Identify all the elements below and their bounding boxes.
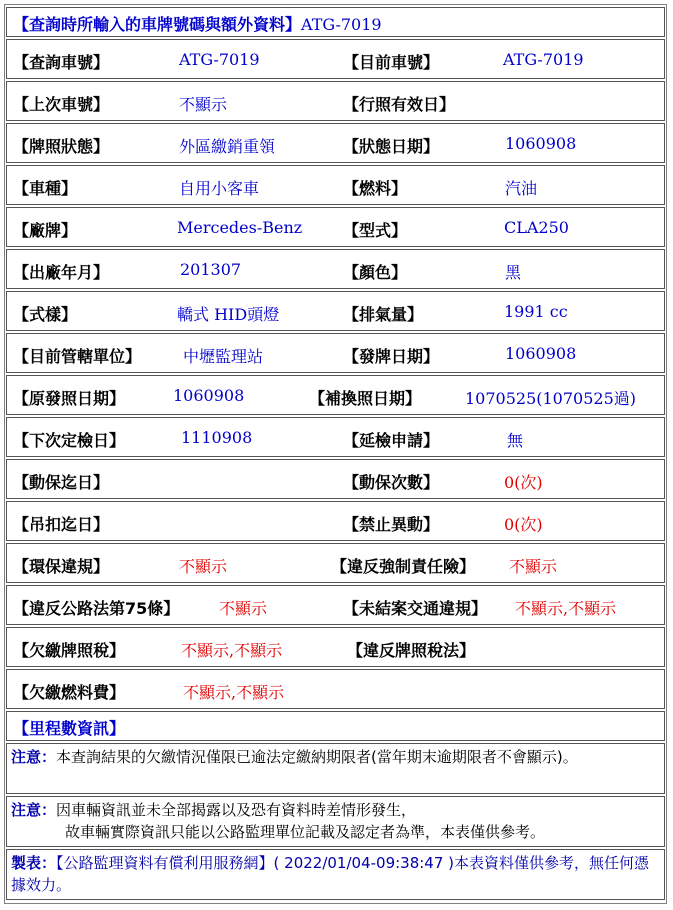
value-displacement: 1991 cc: [504, 302, 568, 321]
label-status-date: 【狀態日期】: [343, 137, 440, 156]
value-original-license-date: 1060908: [173, 386, 245, 405]
header-title-text: 【查詢時所輸入的車牌號碼與額外資料】: [13, 15, 302, 34]
label-previous-plate: 【上次車號】: [13, 95, 110, 114]
label-plate-status: 【牌照狀態】: [13, 137, 110, 156]
note-overdue-text: 本查詢結果的欠繳情況僅限已逾法定繳納期限者(當年期末逾期限者不會顯示)。: [56, 748, 578, 766]
label-brand: 【廠牌】: [13, 221, 78, 240]
footer-timestamp: ( 2022/01/04-09:38:47 ): [273, 854, 455, 872]
row-original-license-date: [6, 375, 665, 415]
value-manufacture-date: 201307: [180, 260, 242, 279]
row-body-style: [6, 291, 665, 331]
query-header: [6, 7, 665, 37]
header-plate: ATG-7019: [301, 15, 382, 34]
row-previous-plate: [6, 81, 665, 121]
value-model: CLA250: [504, 218, 569, 237]
value-status-date: 1060908: [505, 134, 577, 153]
row-next-inspection: [6, 417, 665, 457]
value-current-plate: ATG-7019: [503, 50, 584, 69]
value-plate-status: 外區繳銷重領: [179, 137, 276, 156]
note-overdue: [6, 743, 665, 794]
label-reissue-date: 【補換照日期】: [309, 389, 422, 408]
value-unpaid-fuel-fee: 不顯示,不顯示: [183, 683, 285, 702]
value-transfer-prohibited: 0(次): [504, 515, 543, 534]
label-model: 【型式】: [343, 221, 408, 240]
value-jurisdiction: 中壢監理站: [183, 347, 264, 366]
label-lien-count: 【動保次數】: [343, 473, 440, 492]
note-overdue-label: 注意：: [11, 748, 57, 766]
value-next-inspection: 1110908: [181, 428, 253, 447]
footer-label: 製表：: [11, 854, 57, 872]
label-jurisdiction: 【目前管轄單位】: [13, 347, 142, 366]
label-next-inspection: 【下次定檢日】: [13, 431, 126, 450]
label-unpaid-fuel-fee: 【欠繳燃料費】: [13, 683, 126, 702]
label-issue-date: 【發牌日期】: [343, 347, 440, 366]
label-license-valid-date: 【行照有效日】: [343, 95, 456, 114]
row-unpaid-license-tax: [6, 627, 665, 667]
label-unpaid-license-tax: 【欠繳牌照稅】: [13, 641, 126, 660]
label-environmental-violation: 【環保違規】: [13, 557, 110, 576]
label-displacement: 【排氣量】: [343, 305, 424, 324]
row-query-plate: [6, 39, 665, 79]
value-fuel: 汽油: [505, 179, 538, 198]
value-unresolved-traffic-violations: 不顯示,不顯示: [515, 599, 617, 618]
label-query-plate: 【查詢車號】: [13, 53, 110, 72]
value-issue-date: 1060908: [505, 344, 577, 363]
label-original-license-date: 【原發照日期】: [13, 389, 126, 408]
label-vehicle-type: 【車種】: [13, 179, 78, 198]
note-disclaimer-line2: 故車輛實際資訊只能以公路監理單位記載及認定者為準，本表僅供參考。: [65, 823, 546, 841]
value-color: 黑: [505, 263, 522, 282]
label-suspension-end-date: 【吊扣迄日】: [13, 515, 110, 534]
value-vehicle-type: 自用小客車: [179, 179, 260, 198]
label-transfer-prohibited: 【禁止異動】: [343, 515, 440, 534]
value-brand: Mercedes-Benz: [177, 218, 303, 237]
value-reissue-date: 1070525(1070525過): [465, 389, 637, 408]
note-disclaimer: [6, 796, 665, 847]
label-fuel: 【燃料】: [343, 179, 408, 198]
label-color: 【顏色】: [343, 263, 408, 282]
row-highway-act-violation: [6, 585, 665, 625]
note-disclaimer-line1: 因車輛資訊並未全部揭露以及恐有資料時差情形發生，: [56, 801, 417, 819]
header-title: [13, 12, 382, 35]
footer-note: [6, 849, 665, 900]
label-unresolved-traffic-violations: 【未結案交通違規】: [343, 599, 488, 618]
value-body-style: 轎式 HID頭燈: [177, 305, 280, 324]
row-manufacture-date: [6, 249, 665, 289]
row-plate-status: [6, 123, 665, 163]
value-insurance-violation: 不顯示: [509, 557, 558, 576]
label-body-style: 【式樣】: [13, 305, 78, 324]
label-highway-act-violation: 【違反公路法第75條】: [13, 599, 180, 618]
label-insurance-violation: 【違反強制責任險】: [331, 557, 476, 576]
row-suspension-end-date: [6, 501, 665, 541]
label-lien-end-date: 【動保迄日】: [13, 473, 110, 492]
value-environmental-violation: 不顯示: [179, 557, 228, 576]
row-brand: [6, 207, 665, 247]
label-manufacture-date: 【出廠年月】: [13, 263, 110, 282]
label-license-tax-violation: 【違反牌照稅法】: [347, 641, 476, 660]
label-inspection-extension: 【延檢申請】: [343, 431, 440, 450]
mileage-label: 【里程數資訊】: [13, 719, 126, 738]
note-disclaimer-label: 注意：: [11, 801, 57, 819]
label-current-plate: 【目前車號】: [343, 53, 440, 72]
footer-source: 【公路監理資料有償利用服務網】: [56, 854, 274, 872]
footer-text: 本表資料僅供參考，無任何憑據效力。: [11, 854, 650, 894]
value-inspection-extension: 無: [507, 431, 524, 450]
row-environmental-violation: [6, 543, 665, 583]
row-lien-end-date: [6, 459, 665, 499]
value-query-plate: ATG-7019: [179, 50, 260, 69]
value-previous-plate: 不顯示: [179, 95, 228, 114]
value-unpaid-license-tax: 不顯示,不顯示: [181, 641, 283, 660]
row-vehicle-type: [6, 165, 665, 205]
value-highway-act-violation: 不顯示: [219, 599, 268, 618]
mileage-row: [6, 711, 665, 741]
row-unpaid-fuel-fee: [6, 669, 665, 709]
value-lien-count: 0(次): [504, 473, 543, 492]
row-jurisdiction: [6, 333, 665, 373]
